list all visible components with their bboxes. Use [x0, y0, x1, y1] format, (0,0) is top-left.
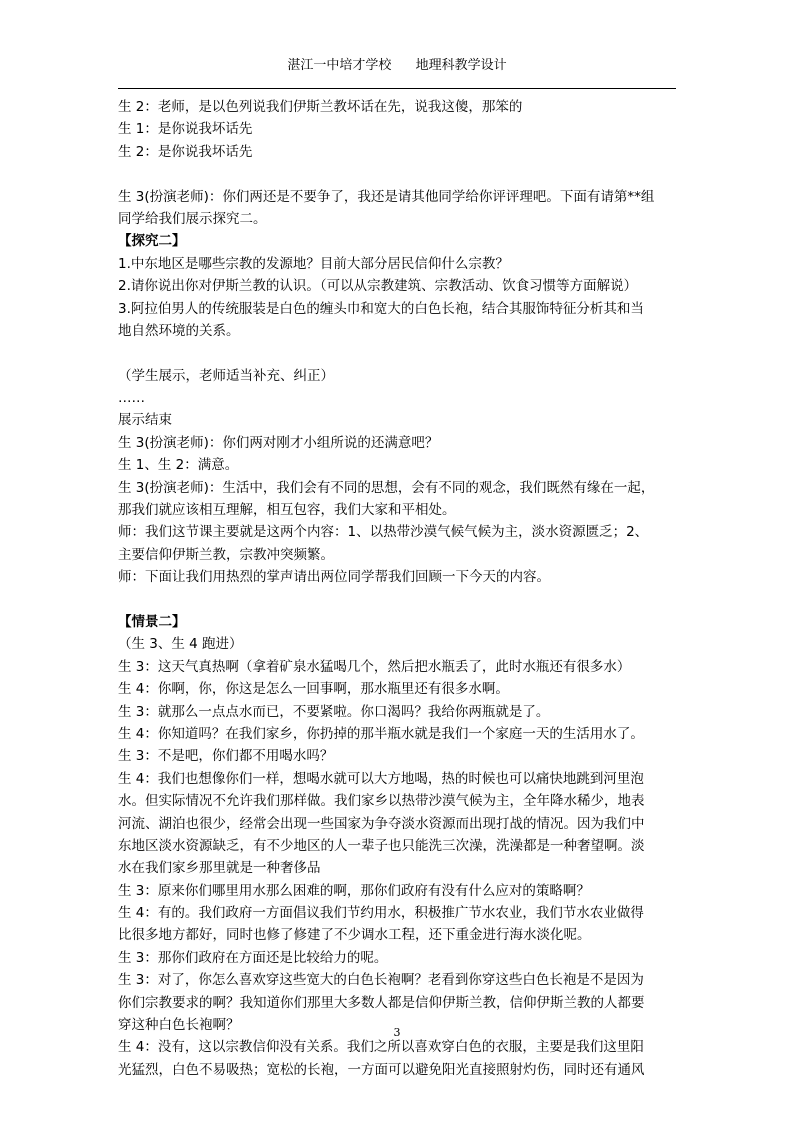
text-line: 光猛烈，白色不易吸热；宽松的长袍，一方面可以避免阳光直接照射灼伤，同时还有通风 [118, 1061, 645, 1078]
text-line: 地自然环境的关系。 [118, 322, 240, 339]
text-line: 生 3：不是吧，你们都不用喝水吗？ [118, 748, 334, 765]
text-line: （学生展示，老师适当补充、纠正） [118, 367, 334, 384]
text-line: 你们宗教要求的啊？我知道你们那里大多数人都是信仰伊斯兰教，信仰伊斯兰教的人都要 [118, 994, 645, 1011]
text-line: 3.阿拉伯男人的传统服装是白色的缠头巾和宽大的白色长袍，结合其服饰特征分析其和当 [118, 300, 644, 317]
text-line: 【情景二】 [118, 613, 186, 630]
text-line: 河流、湖泊也很少，经常会出现一些国家为争夺淡水资源而出现打战的情况。因为我们中 [118, 815, 645, 832]
text-line: 穿这种白色长袍啊？ [118, 1017, 240, 1034]
text-line: 生 2：老师，是以色列说我们伊斯兰教坏话在先，说我这傻，那笨的 [118, 99, 523, 115]
text-line: 生 3(扮演老师)：你们两还是不要争了，我还是请其他同学给你评评理吧。下面有请第**组 [118, 188, 655, 205]
page-header [118, 54, 676, 89]
text-line: 同学给我们展示探究二。 [118, 210, 267, 227]
text-line: （生 3、生 4 跑进） [118, 636, 243, 653]
text-line: 生 3：那你们政府在方面还是比较给力的呢。 [118, 949, 388, 966]
text-line: 2.请你说出你对伊斯兰教的认识。（可以从宗教建筑、宗教活动、饮食习惯等方面解说） [118, 278, 638, 295]
text-line: 生 4：有的。我们政府一方面倡议我们节约用水，积极推广节水农业，我们节水农业做得 [118, 905, 644, 922]
text-line: 生 3：对了，你怎么喜欢穿这些宽大的白色长袍啊？老看到你穿这些白色长袍是不是因为 [118, 972, 644, 989]
text-line: 生 3：这天气真热啊（拿着矿泉水猛喝几个，然后把水瓶丢了，此时水瓶还有很多水） [118, 658, 631, 675]
text-line: 东地区淡水资源缺乏，有不少地区的人一辈子也只能洗三次澡，洗澡都是一种奢望啊。淡 [118, 837, 645, 854]
text-line: 生 4：你知道吗？在我们家乡，你扔掉的那半瓶水就是我们一个家庭一天的生活用水了。 [118, 725, 644, 742]
text-line: 生 3(扮演老师)：你们两对刚才小组所说的还满意吧？ [118, 434, 439, 451]
text-line: 水在我们家乡那里就是一种奢侈品 [118, 860, 321, 877]
text-line: 主要信仰伊斯兰教，宗教冲突频繁。 [118, 546, 334, 563]
text-line: 师：我们这节课主要就是这两个内容：1、以热带沙漠气候气候为主，淡水资源匮乏；2、 [118, 524, 649, 541]
blank-line [118, 163, 678, 185]
text-line: 生 3(扮演老师)：生活中，我们会有不同的思想，会有不同的观念，我们既然有缘在一起， [118, 479, 655, 496]
blank-line [118, 342, 678, 364]
text-line: 生 4：没有，这以宗教信仰没有关系。我们之所以喜欢穿白色的衣服，主要是我们这里阳 [118, 1039, 644, 1056]
text-line: 生 3：就那么一点点水而已，不要紧啦。你口渴吗？我给你两瓶就是了。 [118, 703, 550, 720]
text-line: 那我们就应该相互理解，相互包容，我们大家和平相处。 [118, 502, 456, 519]
text-line: 生 3：原来你们哪里用水那么困难的啊，那你们政府有没有什么应对的策略啊？ [118, 882, 590, 899]
document-body [118, 96, 678, 1081]
text-line: 【探究二】 [118, 233, 186, 250]
text-line: 生 1：是你说我坏话先 [118, 121, 253, 138]
text-line: 师：下面让我们用热烈的掌声请出两位同学帮我们回顾一下今天的内容。 [118, 569, 550, 586]
text-line: 生 4：我们也想像你们一样，想喝水就可以大方地喝，热的时候也可以痛快地跳到河里泡 [118, 770, 644, 787]
text-line: 生 4：你啊，你，你这是怎么一回事啊，那水瓶里还有很多水啊。 [118, 681, 509, 698]
blank-line [118, 589, 678, 611]
text-line: 水。但实际情况不允许我们那样做。我们家乡以热带沙漠气候为主，全年降水稀少，地表 [118, 793, 645, 810]
subject-title: 地理科教学设计 [415, 58, 507, 73]
text-line: 生 1、生 2：满意。 [118, 457, 239, 474]
text-line: 展示结束 [118, 412, 172, 429]
text-line: …… [118, 390, 145, 407]
text-line: 生 2：是你说我坏话先 [118, 143, 253, 160]
text-line: 1.中东地区是哪些宗教的发源地？目前大部分居民信仰什么宗教？ [118, 255, 509, 272]
school-name: 湛江一中培才学校 [287, 58, 392, 73]
text-line: 比很多地方都好，同时也修了修建了不少调水工程，还下重金进行海水淡化呢。 [118, 927, 591, 944]
page-number: 3 [393, 1026, 401, 1039]
